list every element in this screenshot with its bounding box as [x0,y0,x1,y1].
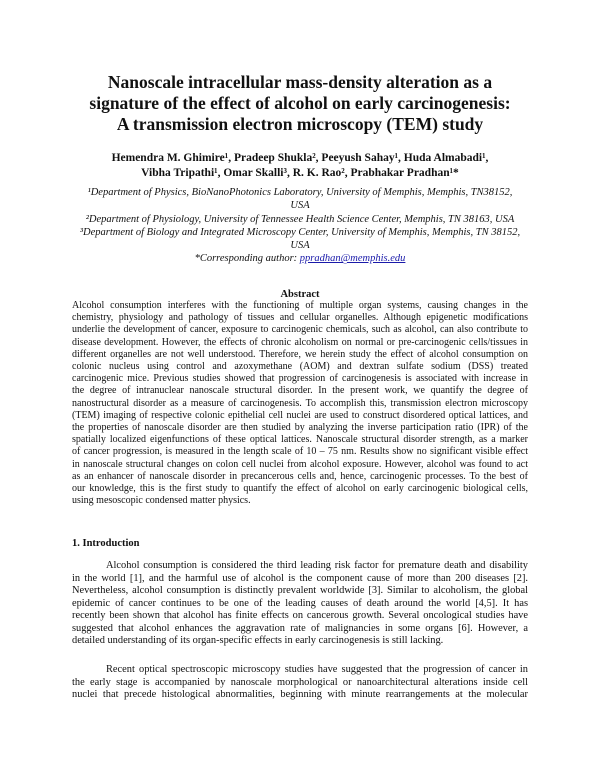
abstract-line: in nanoscale structural changes on colon cell nuclei from alcohol exposure. However, alcohol was found to act [72,458,528,470]
paragraph-line: Alcohol consumption is considered the third leading risk factor for premature death and disability [106,560,528,571]
abstract-line: nanostructural disorder as a measure of carcinogenesis. To accomplish this, transmission electron microscopy [72,397,528,409]
abstract-line: carcinogenic mice. Previous studies showed that progression of carcinogenesis is associated with increase in [72,373,528,385]
abstract-line: spatially localized eigenfunctions of these optical lattices. Nanoscale structural disorder strength, as a marker [72,434,528,446]
intro-paragraph-2 [72,664,528,702]
paragraph-line: in the world [1], and the harmful use of alcohol is the component cause of more than 200 diseases [2]. [72,572,528,584]
abstract-line: of cancer progression, is measured in the length scale of 10 – 75 nm. Results show no significant visible effect [72,446,528,458]
abstract-line: colonic nucleus using control and azoxymethane (AOM) and dextran sulfate sodium (DSS) treated [72,361,528,373]
abstract-line: chemistry, physiology and pathology of tissues and cellular organelles. Although epigenetic modifications [72,312,528,324]
affiliation-line: USA [290,200,310,212]
abstract-heading: Abstract [280,289,320,300]
corresponding-label: *Corresponding author: [194,253,300,265]
paper-title [60,72,540,135]
affiliations [60,186,540,266]
author-line: Hemendra M. Ghimire¹, Pradeep Shukla², Peeyush Sahay¹, Huda Almabadi¹, [111,152,489,164]
abstract-line: (TEM) imaging of respective colonic epithelial cell nuclei are used to construct disordered optical lattices, and [72,409,528,421]
title-line: A transmission electron microscopy (TEM) study [116,114,484,134]
title-line: signature of the effect of alcohol on early carcinogenesis: [89,93,511,113]
corresponding-author [60,252,540,265]
abstract-line: disease development. However, the effects of chronic alcoholism on normal or pre-carcinogenic cells/tissues in [72,336,528,348]
abstract-line: different organelles are not well understood. Therefore, we herein study the effect of alcohol consumption on [72,348,528,360]
abstract-body [72,300,528,507]
affiliation-line: ³Department of Biology and Integrated Microscopy Center, University of Memphis, Memphis, TN 38152, [79,226,521,238]
abstract-line: the degree of intranuclear nanoscale structural disorder. In the present work, we quantify the degree of [72,385,528,397]
author-list [70,151,530,181]
section-heading-introduction: 1. Introduction [72,538,140,549]
abstract-line: Alcohol consumption interferes with the functioning of multiple organ systems, causing changes in the [72,300,528,311]
abstract-line: as an enhancer of nanoscale disorder in precancerous cells and, hence, carcinogenic processes. To the best of [72,470,528,482]
paragraph-line: recently been shown that alcohol has finite effects on cancerous growth. Several oncological studies have [72,610,528,621]
abstract-line: using mesoscopic condensed matter physics. [72,495,251,507]
paragraph-line: detailed understanding of its organ-specific effects in early carcinogenesis is still lacking. [72,635,444,646]
affiliation-line: ¹Department of Physics, BioNanoPhotonics Laboratory, University of Memphis, Memphis, TN38152, [87,187,513,198]
corresponding-email-link[interactable]: ppradhan@memphis.edu [299,253,406,265]
intro-paragraph-1 [72,560,528,648]
title-line: Nanoscale intracellular mass-density alteration as a [107,72,493,92]
affiliation-line: USA [290,240,310,252]
paragraph-line: epidemic of cancer continues to be one of the leading causes of death around the world [4,5]. It has [72,597,528,609]
paragraph-line: Recent optical spectroscopic microscopy studies have suggested that the progression of cancer in [106,664,528,675]
paragraph-line: the early stage is accompanied by nanoscale morphological or nanoarchitectural alterations inside cell [72,676,528,688]
abstract-line: our knowledge, this is the first study to quantify the effect of alcohol on early carcinogenic biological cells, [72,483,528,495]
paragraph-line: Nevertheless, alcohol consumption is distinctly prevalent worldwide [3]. Similar to alcoholism, the global [72,585,528,596]
paragraph-line: suggested that alcohol enhances the aggravation rate of malignancies in some organs [6]. However, a [72,622,528,634]
affiliation-line: ²Department of Physiology, University of Tennessee Health Science Center, Memphis, TN 38163, USA [85,213,515,225]
abstract-line: underlie the development of cancer, exposure to carcinogenic chemicals, such as alcohol, can also contribute to [72,324,528,336]
paragraph-line: nuclei that precede histological abnormalities, beginning with minute rearrangements at the molecular [72,689,528,700]
abstract-line: the properties of nanoscale disorder are then studied by analyzing the inverse participation ratio (IPR) of the [72,422,528,434]
author-line: Vibha Tripathi¹, Omar Skalli³, R. K. Rao², Prabhakar Pradhan¹* [141,167,459,179]
